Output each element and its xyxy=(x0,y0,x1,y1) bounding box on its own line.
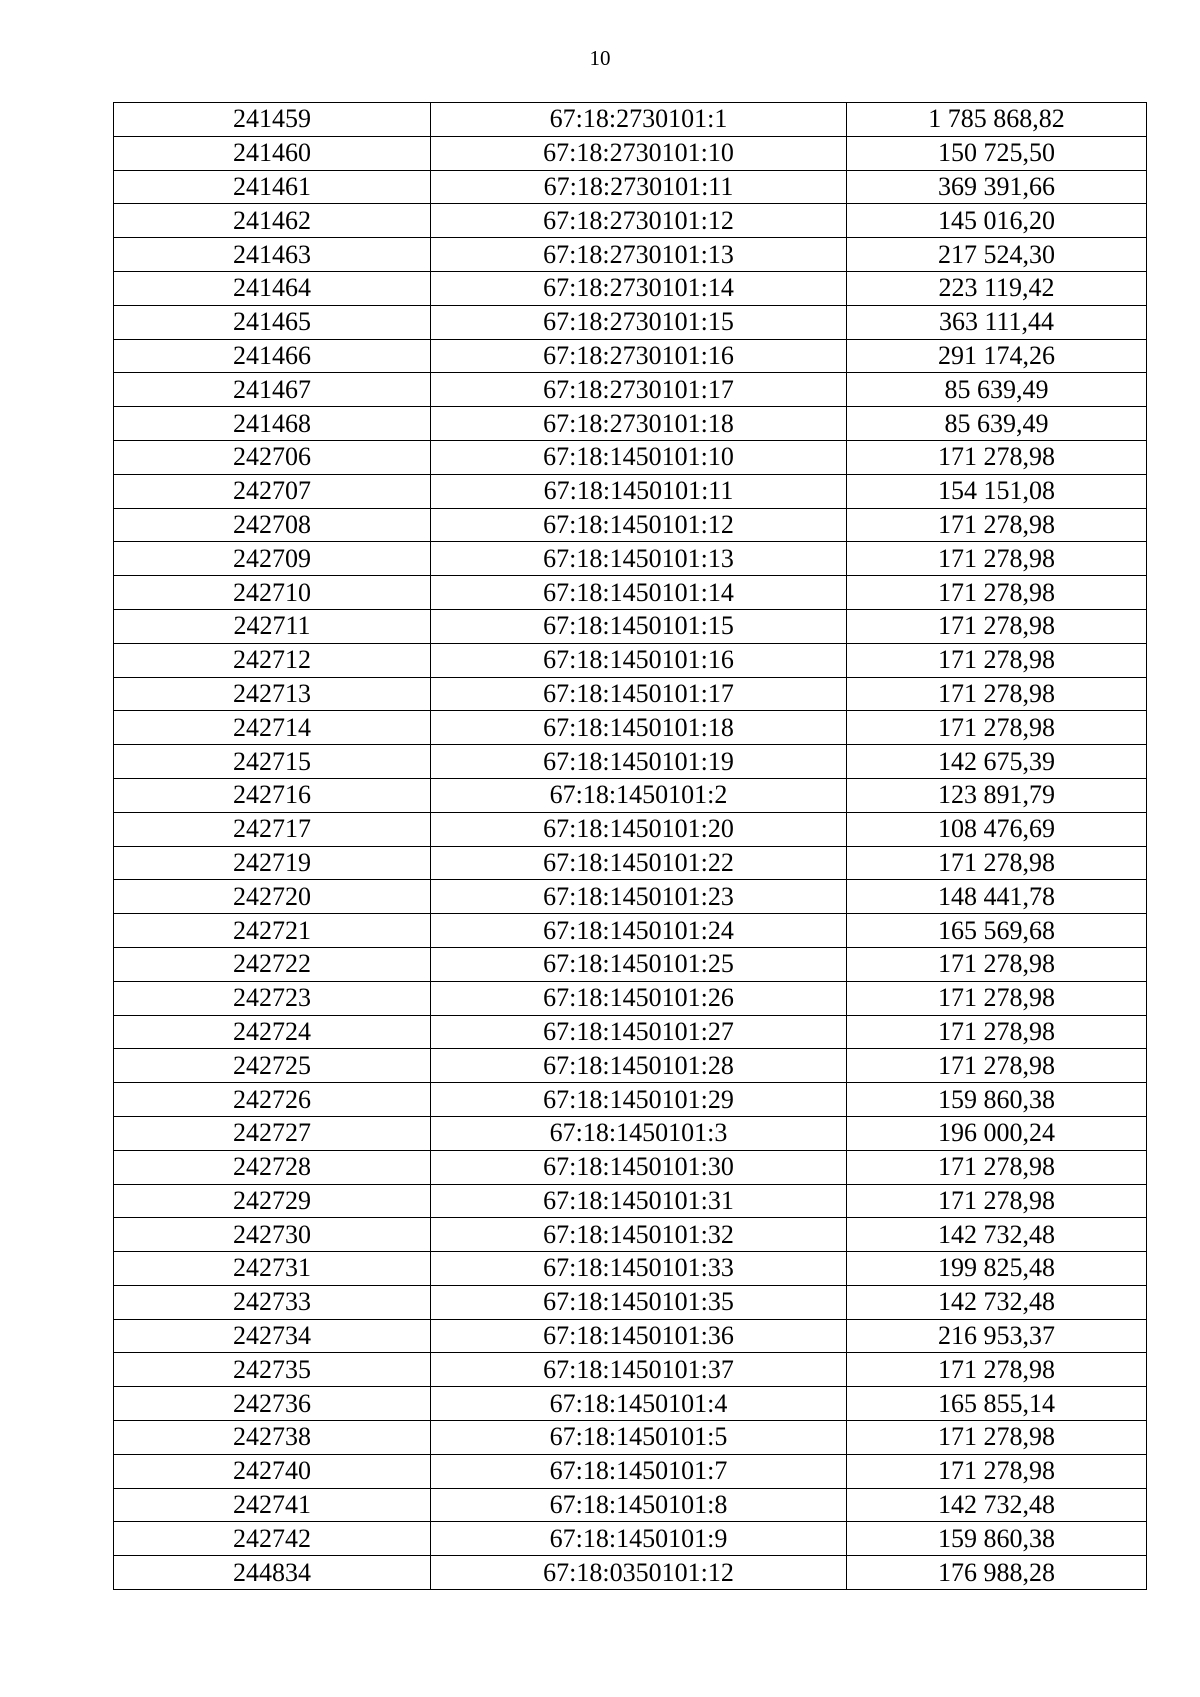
table-row xyxy=(114,474,1147,508)
value-cell: 176 988,28 xyxy=(847,1556,1147,1590)
record-number-cell: 242707 xyxy=(114,474,431,508)
value-cell: 159 860,38 xyxy=(847,1083,1147,1117)
table-body xyxy=(114,103,1147,1590)
cadastral-number-cell: 67:18:1450101:17 xyxy=(431,677,847,711)
cadastral-number-cell: 67:18:1450101:7 xyxy=(431,1454,847,1488)
table-row xyxy=(114,1522,1147,1556)
table-row xyxy=(114,238,1147,272)
value-cell: 171 278,98 xyxy=(847,1184,1147,1218)
record-number-cell: 242726 xyxy=(114,1083,431,1117)
value-cell: 154 151,08 xyxy=(847,474,1147,508)
cadastral-number-cell: 67:18:1450101:31 xyxy=(431,1184,847,1218)
cadastral-number-cell: 67:18:1450101:27 xyxy=(431,1015,847,1049)
table-row xyxy=(114,136,1147,170)
table-row xyxy=(114,1252,1147,1286)
record-number-cell: 241467 xyxy=(114,373,431,407)
record-number-cell: 241464 xyxy=(114,271,431,305)
table-row xyxy=(114,711,1147,745)
record-number-cell: 242708 xyxy=(114,508,431,542)
table-row xyxy=(114,846,1147,880)
table-row xyxy=(114,1454,1147,1488)
table-row xyxy=(114,542,1147,576)
cadastral-number-cell: 67:18:2730101:13 xyxy=(431,238,847,272)
record-number-cell: 242717 xyxy=(114,812,431,846)
cadastral-number-cell: 67:18:1450101:24 xyxy=(431,914,847,948)
record-number-cell: 242710 xyxy=(114,576,431,610)
value-cell: 165 569,68 xyxy=(847,914,1147,948)
value-cell: 217 524,30 xyxy=(847,238,1147,272)
cadastral-number-cell: 67:18:1450101:33 xyxy=(431,1252,847,1286)
cadastral-number-cell: 67:18:2730101:16 xyxy=(431,339,847,373)
record-number-cell: 241459 xyxy=(114,103,431,137)
record-number-cell: 242733 xyxy=(114,1285,431,1319)
value-cell: 85 639,49 xyxy=(847,373,1147,407)
record-number-cell: 241462 xyxy=(114,204,431,238)
cadastral-number-cell: 67:18:1450101:29 xyxy=(431,1083,847,1117)
cadastral-number-cell: 67:18:1450101:20 xyxy=(431,812,847,846)
record-number-cell: 242725 xyxy=(114,1049,431,1083)
value-cell: 223 119,42 xyxy=(847,271,1147,305)
record-number-cell: 241461 xyxy=(114,170,431,204)
record-number-cell: 242719 xyxy=(114,846,431,880)
value-cell: 369 391,66 xyxy=(847,170,1147,204)
cadastral-number-cell: 67:18:1450101:16 xyxy=(431,643,847,677)
table-row xyxy=(114,1556,1147,1590)
record-number-cell: 242722 xyxy=(114,947,431,981)
cadastral-number-cell: 67:18:1450101:19 xyxy=(431,745,847,779)
cadastral-number-cell: 67:18:1450101:23 xyxy=(431,880,847,914)
cadastral-number-cell: 67:18:2730101:11 xyxy=(431,170,847,204)
table-row xyxy=(114,305,1147,339)
cadastral-number-cell: 67:18:1450101:8 xyxy=(431,1488,847,1522)
table-row xyxy=(114,947,1147,981)
value-cell: 142 732,48 xyxy=(847,1285,1147,1319)
cadastral-number-cell: 67:18:1450101:15 xyxy=(431,609,847,643)
cadastral-number-cell: 67:18:2730101:10 xyxy=(431,136,847,170)
cadastral-number-cell: 67:18:1450101:10 xyxy=(431,440,847,474)
value-cell: 363 111,44 xyxy=(847,305,1147,339)
value-cell: 165 855,14 xyxy=(847,1387,1147,1421)
value-cell: 171 278,98 xyxy=(847,677,1147,711)
cadastral-number-cell: 67:18:1450101:37 xyxy=(431,1353,847,1387)
cadastral-number-cell: 67:18:1450101:32 xyxy=(431,1218,847,1252)
table-row xyxy=(114,745,1147,779)
table-row xyxy=(114,1285,1147,1319)
value-cell: 171 278,98 xyxy=(847,508,1147,542)
record-number-cell: 241466 xyxy=(114,339,431,373)
cadastral-number-cell: 67:18:1450101:22 xyxy=(431,846,847,880)
value-cell: 199 825,48 xyxy=(847,1252,1147,1286)
table-row xyxy=(114,609,1147,643)
cadastral-number-cell: 67:18:1450101:25 xyxy=(431,947,847,981)
value-cell: 291 174,26 xyxy=(847,339,1147,373)
cadastral-number-cell: 67:18:1450101:36 xyxy=(431,1319,847,1353)
cadastral-number-cell: 67:18:0350101:12 xyxy=(431,1556,847,1590)
value-cell: 171 278,98 xyxy=(847,440,1147,474)
value-cell: 150 725,50 xyxy=(847,136,1147,170)
value-cell: 123 891,79 xyxy=(847,778,1147,812)
cadastral-number-cell: 67:18:1450101:35 xyxy=(431,1285,847,1319)
table-row xyxy=(114,103,1147,137)
table-row xyxy=(114,1184,1147,1218)
cadastral-number-cell: 67:18:2730101:15 xyxy=(431,305,847,339)
value-cell: 145 016,20 xyxy=(847,204,1147,238)
cadastral-number-cell: 67:18:1450101:9 xyxy=(431,1522,847,1556)
table-row xyxy=(114,170,1147,204)
value-cell: 171 278,98 xyxy=(847,947,1147,981)
value-cell: 196 000,24 xyxy=(847,1116,1147,1150)
value-cell: 216 953,37 xyxy=(847,1319,1147,1353)
value-cell: 171 278,98 xyxy=(847,1015,1147,1049)
record-number-cell: 242724 xyxy=(114,1015,431,1049)
value-cell: 108 476,69 xyxy=(847,812,1147,846)
cadastral-number-cell: 67:18:2730101:1 xyxy=(431,103,847,137)
table-row xyxy=(114,1319,1147,1353)
table-row xyxy=(114,440,1147,474)
record-number-cell: 242741 xyxy=(114,1488,431,1522)
table-row xyxy=(114,373,1147,407)
table-row xyxy=(114,1150,1147,1184)
table-row xyxy=(114,271,1147,305)
table-row xyxy=(114,339,1147,373)
cadastral-number-cell: 67:18:1450101:4 xyxy=(431,1387,847,1421)
record-number-cell: 242738 xyxy=(114,1421,431,1455)
value-cell: 171 278,98 xyxy=(847,542,1147,576)
value-cell: 171 278,98 xyxy=(847,981,1147,1015)
record-number-cell: 242715 xyxy=(114,745,431,779)
value-cell: 85 639,49 xyxy=(847,407,1147,441)
record-number-cell: 242735 xyxy=(114,1353,431,1387)
table-row xyxy=(114,1116,1147,1150)
cadastral-number-cell: 67:18:1450101:28 xyxy=(431,1049,847,1083)
value-cell: 171 278,98 xyxy=(847,1049,1147,1083)
value-cell: 159 860,38 xyxy=(847,1522,1147,1556)
table-row xyxy=(114,1387,1147,1421)
cadastral-number-cell: 67:18:1450101:26 xyxy=(431,981,847,1015)
table-row xyxy=(114,1488,1147,1522)
record-number-cell: 242736 xyxy=(114,1387,431,1421)
value-cell: 1 785 868,82 xyxy=(847,103,1147,137)
cadastral-number-cell: 67:18:1450101:11 xyxy=(431,474,847,508)
record-number-cell: 242723 xyxy=(114,981,431,1015)
table-row xyxy=(114,204,1147,238)
record-number-cell: 242740 xyxy=(114,1454,431,1488)
value-cell: 171 278,98 xyxy=(847,1454,1147,1488)
value-cell: 171 278,98 xyxy=(847,711,1147,745)
cadastral-number-cell: 67:18:1450101:2 xyxy=(431,778,847,812)
record-number-cell: 242729 xyxy=(114,1184,431,1218)
value-cell: 171 278,98 xyxy=(847,1150,1147,1184)
cadastral-number-cell: 67:18:1450101:18 xyxy=(431,711,847,745)
cadastral-number-cell: 67:18:1450101:12 xyxy=(431,508,847,542)
value-cell: 171 278,98 xyxy=(847,1421,1147,1455)
record-number-cell: 242716 xyxy=(114,778,431,812)
record-number-cell: 242727 xyxy=(114,1116,431,1150)
cadastral-number-cell: 67:18:2730101:18 xyxy=(431,407,847,441)
record-number-cell: 242712 xyxy=(114,643,431,677)
cadastral-number-cell: 67:18:1450101:13 xyxy=(431,542,847,576)
table-row xyxy=(114,677,1147,711)
value-cell: 148 441,78 xyxy=(847,880,1147,914)
value-cell: 171 278,98 xyxy=(847,1353,1147,1387)
record-number-cell: 241463 xyxy=(114,238,431,272)
value-cell: 171 278,98 xyxy=(847,846,1147,880)
record-number-cell: 242711 xyxy=(114,609,431,643)
cadastral-number-cell: 67:18:1450101:5 xyxy=(431,1421,847,1455)
page-number: 10 xyxy=(589,46,611,70)
value-cell: 171 278,98 xyxy=(847,609,1147,643)
record-number-cell: 242714 xyxy=(114,711,431,745)
table-row xyxy=(114,643,1147,677)
table-row xyxy=(114,1421,1147,1455)
value-cell: 171 278,98 xyxy=(847,576,1147,610)
record-number-cell: 242706 xyxy=(114,440,431,474)
table-row xyxy=(114,778,1147,812)
cadastral-number-cell: 67:18:1450101:14 xyxy=(431,576,847,610)
value-cell: 142 732,48 xyxy=(847,1218,1147,1252)
cadastral-number-cell: 67:18:1450101:30 xyxy=(431,1150,847,1184)
record-number-cell: 242720 xyxy=(114,880,431,914)
table-row xyxy=(114,576,1147,610)
table-row xyxy=(114,981,1147,1015)
cadastral-number-cell: 67:18:2730101:14 xyxy=(431,271,847,305)
record-number-cell: 242734 xyxy=(114,1319,431,1353)
record-number-cell: 241465 xyxy=(114,305,431,339)
table-row xyxy=(114,880,1147,914)
table-row xyxy=(114,1083,1147,1117)
table-row xyxy=(114,1353,1147,1387)
cadastral-number-cell: 67:18:2730101:12 xyxy=(431,204,847,238)
record-number-cell: 242730 xyxy=(114,1218,431,1252)
record-number-cell: 242713 xyxy=(114,677,431,711)
table-row xyxy=(114,1049,1147,1083)
record-number-cell: 242731 xyxy=(114,1252,431,1286)
table-row xyxy=(114,407,1147,441)
table-row xyxy=(114,914,1147,948)
record-number-cell: 242742 xyxy=(114,1522,431,1556)
record-number-cell: 242728 xyxy=(114,1150,431,1184)
value-cell: 142 732,48 xyxy=(847,1488,1147,1522)
cadastral-number-cell: 67:18:1450101:3 xyxy=(431,1116,847,1150)
cadastral-number-cell: 67:18:2730101:17 xyxy=(431,373,847,407)
cadastral-table xyxy=(113,102,1147,1590)
table-row xyxy=(114,1218,1147,1252)
record-number-cell: 241468 xyxy=(114,407,431,441)
record-number-cell: 242721 xyxy=(114,914,431,948)
record-number-cell: 244834 xyxy=(114,1556,431,1590)
value-cell: 171 278,98 xyxy=(847,643,1147,677)
record-number-cell: 241460 xyxy=(114,136,431,170)
record-number-cell: 242709 xyxy=(114,542,431,576)
table-row xyxy=(114,508,1147,542)
value-cell: 142 675,39 xyxy=(847,745,1147,779)
table-row xyxy=(114,812,1147,846)
table-row xyxy=(114,1015,1147,1049)
